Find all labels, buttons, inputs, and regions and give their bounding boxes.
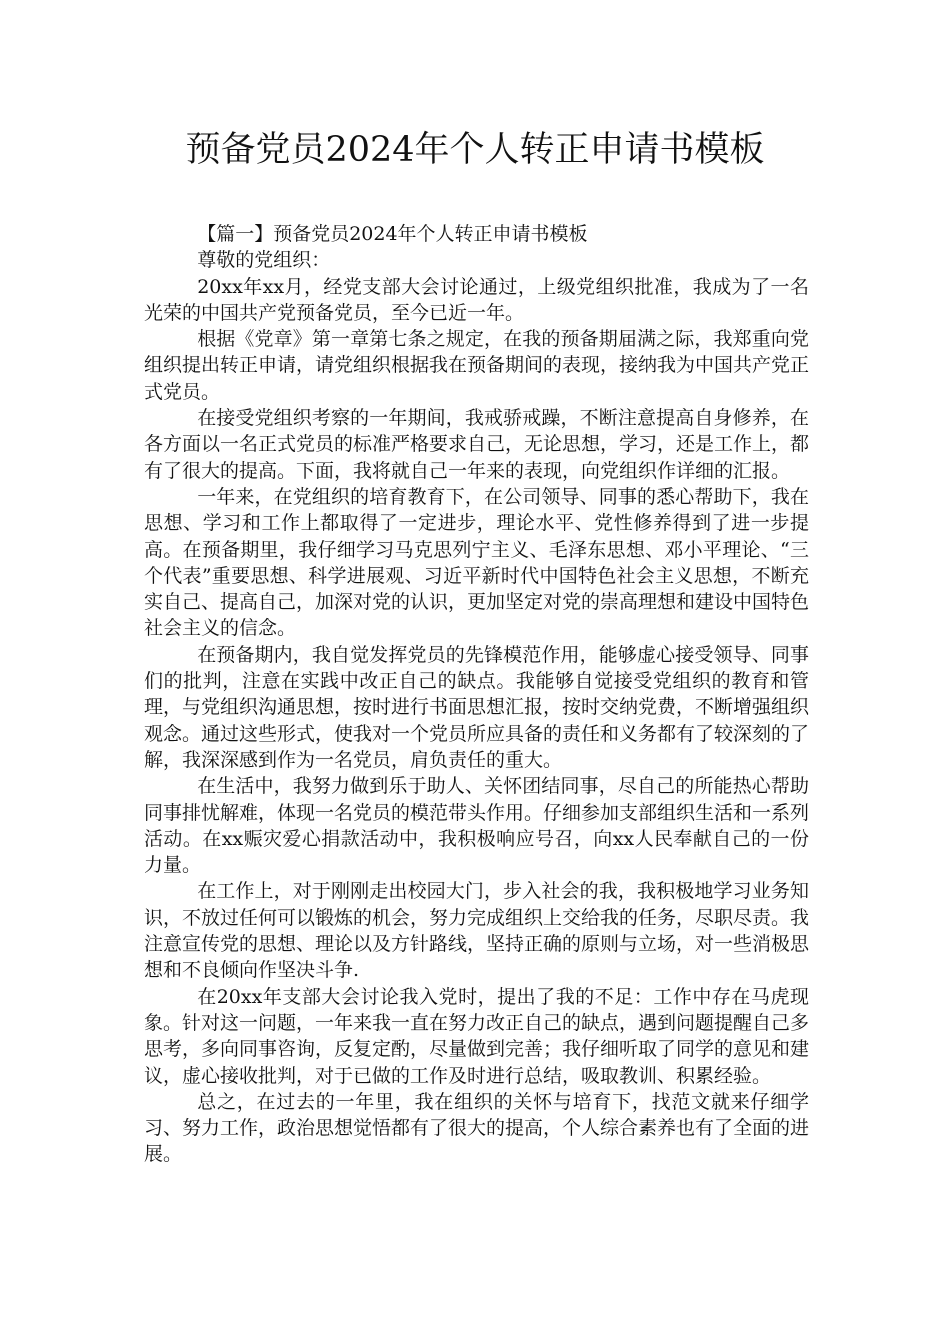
- salutation: 尊敬的党组织：: [197, 249, 331, 272]
- paragraph-3: 在接受党组织考察的一年期间，我戒骄戒躁，不断注意提高自身修养，在各方面以一名正式党员的标准严格要求自己，无论思想，学习，还是工作上，都有了很大的提高。下面，我将就自己一年来的表现，向党组织作详细的汇报。: [144, 407, 810, 482]
- paragraph-2: 根据《党章》第一章第七条之规定，在我的预备期届满之际，我郑重向党组织提出转正申请，请党组织根据我在预备期间的表现，接纳我为中国共产党正式党员。: [144, 328, 810, 403]
- paragraph-6: 在生活中，我努力做到乐于助人、关怀团结同事，尽自己的所能热心帮助同事排忧解难，体现一名党员的模范带头作用。仔细参加支部组织生活和一系列活动。在xx赈灾爱心捐款活动中，我积极响应号召，向xx人民奉献自己的一份力量。: [144, 775, 810, 877]
- paragraph-7: 在工作上，对于刚刚走出校园大门，步入社会的我，我积极地学习业务知识，不放过任何可以锻炼的机会，努力完成组织上交给我的任务，尽职尽责。我注意宣传党的思想、理论以及方针路线，坚持正确的原则与立场，对一些消极思想和不良倾向作坚决斗争.: [144, 880, 810, 982]
- section-heading: 【篇一】预备党员2024年个人转正申请书模板: [197, 223, 588, 245]
- document-title: 预备党员2024年个人转正申请书模板: [185, 130, 765, 170]
- paragraph-4: 一年来，在党组织的培育教育下，在公司领导、同事的悉心帮助下，我在思想、学习和工作上都取得了一定进步，理论水平、党性修养得到了进一步提高。在预备期里，我仔细学习马克思列宁主义、毛泽东思想、邓小平理论、“三个代表”重要思想、科学进展观、习近平新时代中国特色社会主义思想，不断充实自己、提高自己，加深对党的认识，更加坚定对党的崇高理想和建设中国特色社会主义的信念。: [144, 485, 810, 640]
- paragraph-5: 在预备期内，我自觉发挥党员的先锋模范作用，能够虚心接受领导、同事们的批判，注意在实践中改正自己的缺点。我能够自觉接受党组织的教育和管理，与党组织沟通思想，按时进行书面思想汇报，按时交纳党费，不断增强组织观念。通过这些形式，使我对一个党员所应具备的责任和义务都有了较深刻的了解，我深深感到作为一名党员，肩负责任的重大。: [144, 643, 810, 771]
- paragraph-8: 在20xx年支部大会讨论我入党时，提出了我的不足：工作中存在马虎现象。针对这一问题，一年来我一直在努力改正自己的缺点，遇到问题提醒自己多思考，多向同事咨询，反复定酌，尽量做到完善；我仔细听取了同学的意见和建议，虚心接收批判，对于已做的工作及时进行总结，吸取教训、积累经验。: [144, 985, 810, 1087]
- document-body: [144, 221, 809, 1168]
- paragraph-9: 总之，在过去的一年里，我在组织的关怀与培育下，找范文就来仔细学习、努力工作，政治思想觉悟都有了很大的提高，个人综合素养也有了全面的进展。: [144, 1090, 810, 1166]
- paragraph-1: 20xx年xx月，经党支部大会讨论通过，上级党组织批准，我成为了一名光荣的中国共产党预备党员，至今已近一年。: [144, 275, 809, 324]
